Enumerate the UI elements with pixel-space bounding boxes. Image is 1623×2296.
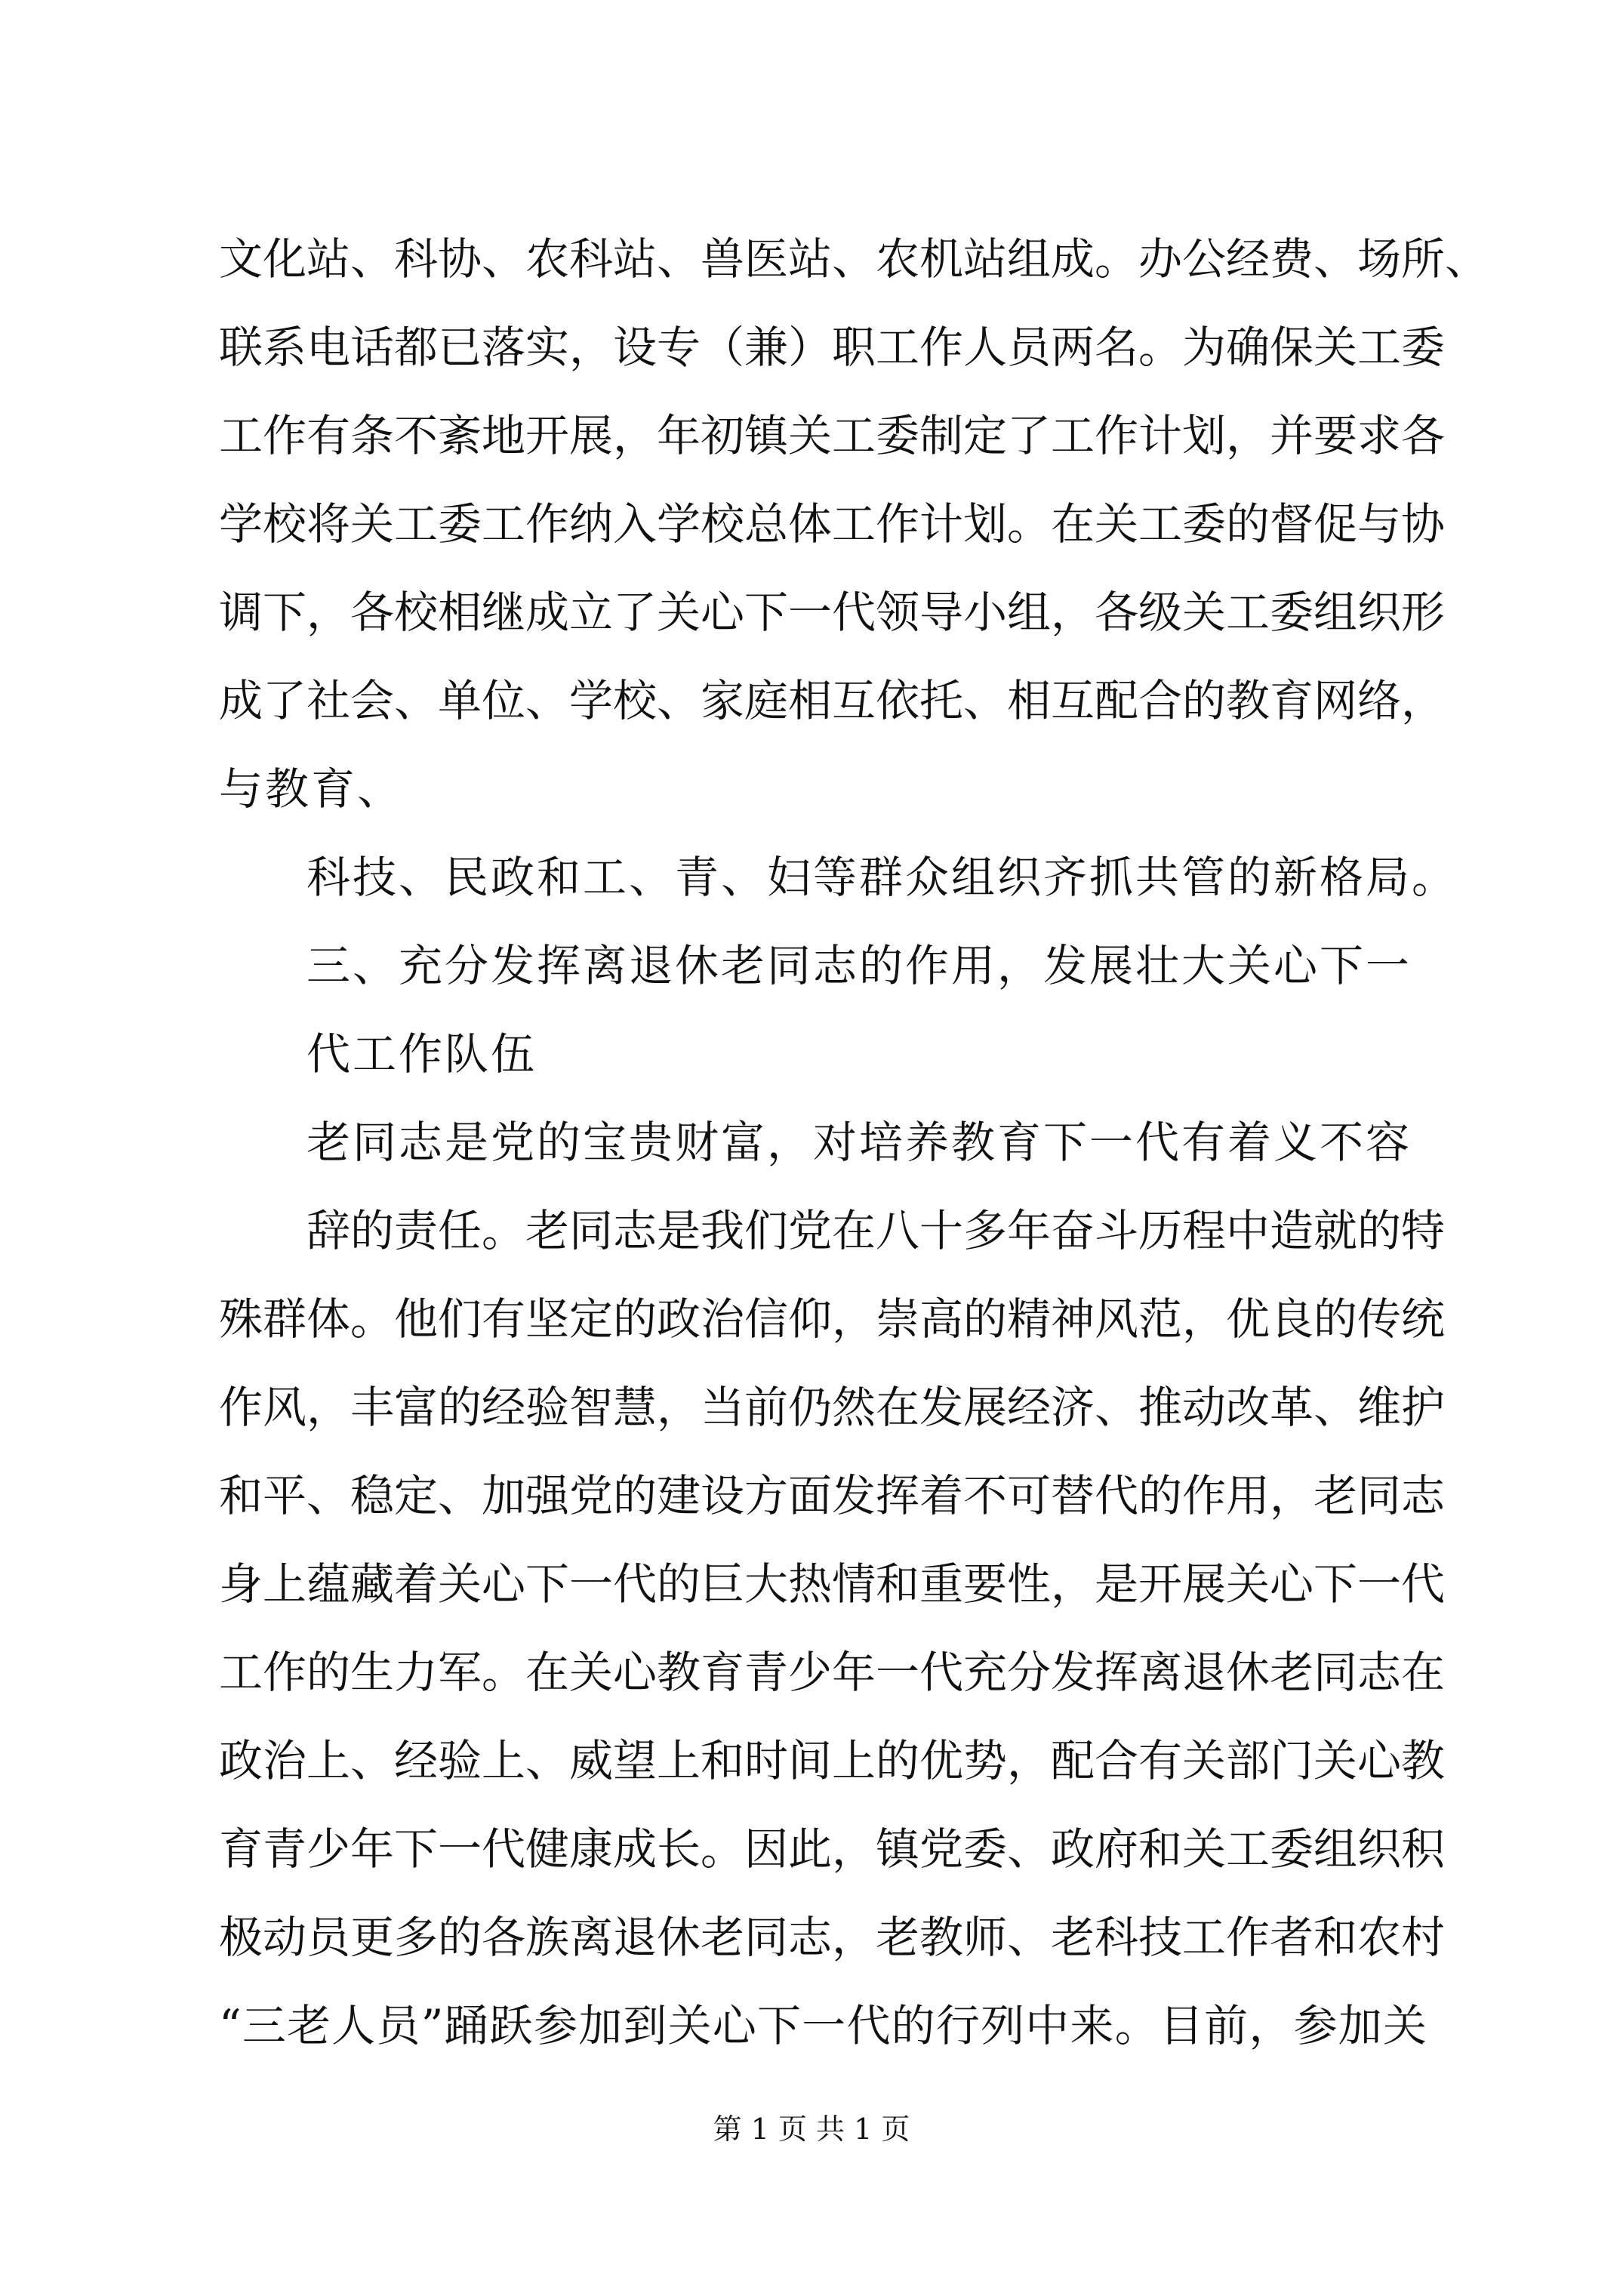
text-line: 育青少年下一代健康成长。因此，镇党委、政府和关工委组织积	[219, 1823, 1446, 1875]
text-line: 政治上、经验上、威望上和时间上的优势，配合有关部门关心教	[219, 1735, 1446, 1786]
text-line: 和平、稳定、加强党的建设方面发挥着不可替代的作用，老同志	[219, 1470, 1446, 1521]
text-line: 工作的生力军。在关心教育青少年一代充分发挥离退休老同志在	[219, 1647, 1446, 1698]
text-line: 与教育、	[219, 763, 404, 815]
text-line: 殊群体。他们有坚定的政治信仰，崇高的精神风范，优良的传统	[219, 1293, 1446, 1345]
text-line: 工作有条不紊地开展，年初镇关工委制定了工作计划，并要求各	[219, 410, 1446, 461]
text-line: 调下，各校相继成立了关心下一代领导小组，各级关工委组织形	[219, 587, 1446, 638]
text-line: 辞的责任。老同志是我们党在八十多年奋斗历程中造就的特	[306, 1205, 1446, 1256]
text-line: 成了社会、单位、学校、家庭相互依托、相互配合的教育网络，	[219, 675, 1446, 726]
text-line: “三老人员”踊跃参加到关心下一代的行列中来。目前，参加关	[219, 2000, 1427, 2051]
text-line: 极动员更多的各族离退休老同志，老教师、老科技工作者和农村	[219, 1912, 1446, 1963]
text-line: 联系电话都已落实，设专（兼）职工作人员两名。为确保关工委	[219, 322, 1446, 373]
text-line: 科技、民政和工、青、妇等群众组织齐抓共管的新格局。	[306, 852, 1458, 903]
text-line: 文化站、科协、农科站、兽医站、农机站组成。办公经费、场所、	[219, 233, 1489, 285]
section-heading: 三、充分发挥离退休老同志的作用，发展壮大关心下一	[306, 940, 1412, 991]
text-line: 学校将关工委工作纳入学校总体工作计划。在关工委的督促与协	[219, 498, 1446, 550]
body-text	[219, 215, 1489, 2070]
section-heading: 代工作队伍	[306, 1028, 537, 1080]
page-number: 第 1 页 共 1 页	[713, 2113, 910, 2146]
text-line: 身上蕴藏着关心下一代的巨大热情和重要性，是开展关心下一代	[219, 1558, 1446, 1610]
text-line: 作风，丰富的经验智慧，当前仍然在发展经济、推动改革、维护	[219, 1382, 1446, 1433]
text-line: 老同志是党的宝贵财富，对培养教育下一代有着义不容	[306, 1117, 1412, 1168]
